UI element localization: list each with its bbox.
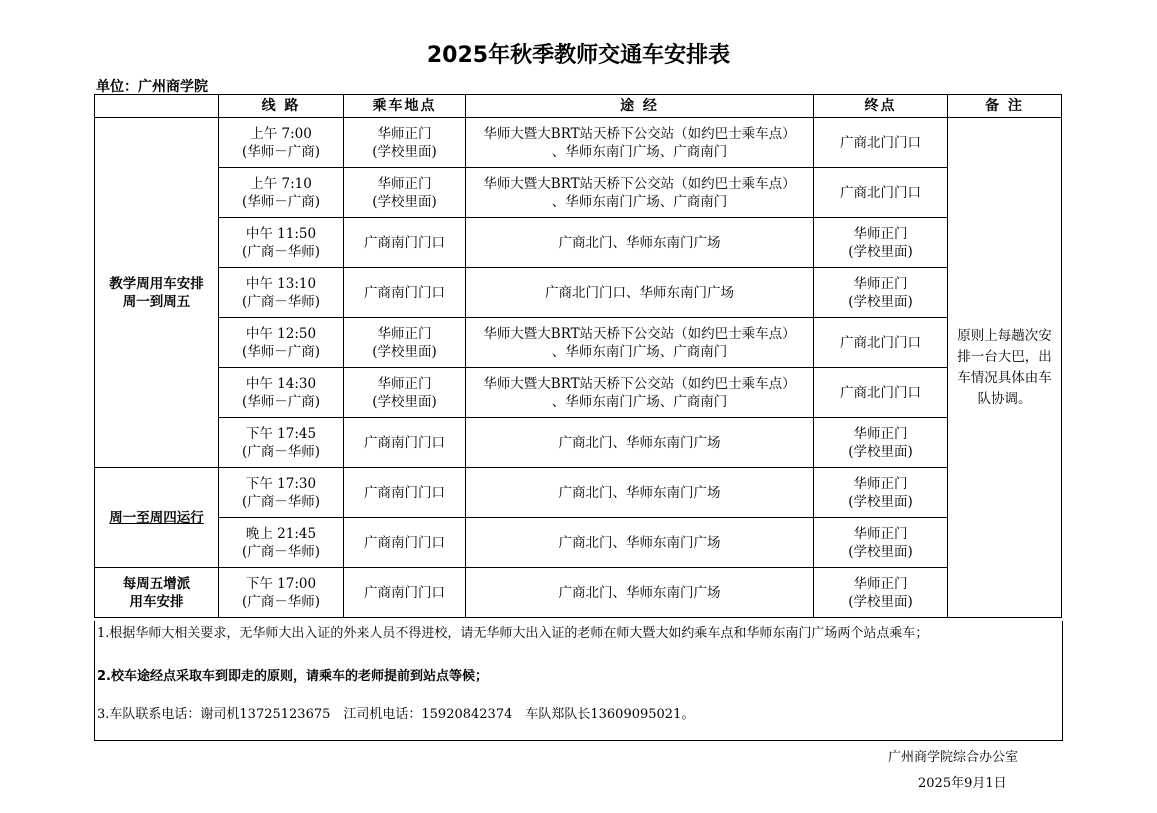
route-cell xyxy=(219,268,344,318)
route-direction: (华师－广商) xyxy=(241,343,321,360)
via-text: 、华师东南门广场、广商南门 xyxy=(551,343,728,360)
route-time: 中午 11:50 xyxy=(245,225,317,242)
via-text: 广商北门、华师东南门广场 xyxy=(558,534,721,551)
notes-box xyxy=(94,621,1063,741)
category-label: 周一到周五 xyxy=(122,293,191,310)
pickup-text: 广商南门门口 xyxy=(364,434,445,451)
via-cell xyxy=(466,518,814,568)
pickup-cell xyxy=(344,568,466,618)
end-text: 华师正门 xyxy=(853,475,908,492)
via-cell xyxy=(466,418,814,468)
route-time: 中午 12:50 xyxy=(245,325,317,342)
table-row xyxy=(95,468,1062,518)
header-route: 线 路 xyxy=(219,95,344,118)
end-text: 广商北门门口 xyxy=(840,134,921,151)
route-time: 上午 7:10 xyxy=(250,175,312,192)
route-time: 中午 14:30 xyxy=(245,375,317,392)
table-row xyxy=(95,318,1062,368)
pickup-cell xyxy=(344,118,466,168)
table-row xyxy=(95,368,1062,418)
end-cell xyxy=(814,418,948,468)
via-text: 华师大暨大BRT站天桥下公交站（如约巴士乘车点） xyxy=(483,325,796,342)
route-cell xyxy=(219,468,344,518)
pickup-cell xyxy=(344,518,466,568)
pickup-text: 广商南门门口 xyxy=(364,534,445,551)
header-remark: 备 注 xyxy=(948,95,1062,118)
end-text: (学校里面) xyxy=(848,443,913,460)
route-cell xyxy=(219,218,344,268)
pickup-cell xyxy=(344,168,466,218)
end-cell xyxy=(814,468,948,518)
route-cell xyxy=(219,568,344,618)
pickup-text: (学校里面) xyxy=(372,143,437,160)
via-text: 广商北门、华师东南门广场 xyxy=(558,484,721,501)
pickup-text: 广商南门门口 xyxy=(364,284,445,301)
end-text: (学校里面) xyxy=(848,293,913,310)
end-text: 华师正门 xyxy=(853,575,908,592)
category-friday xyxy=(95,568,219,618)
end-text: 广商北门门口 xyxy=(840,384,921,401)
route-cell xyxy=(219,318,344,368)
header-pickup: 乘车地点 xyxy=(344,95,466,118)
table-row xyxy=(95,168,1062,218)
pickup-text: 广商南门门口 xyxy=(364,584,445,601)
end-text: 华师正门 xyxy=(853,425,908,442)
route-direction: (广商－华师) xyxy=(241,593,321,610)
end-text: 华师正门 xyxy=(853,275,908,292)
route-cell xyxy=(219,518,344,568)
pickup-text: 广商南门门口 xyxy=(364,234,445,251)
route-cell xyxy=(219,118,344,168)
route-direction: (广商－华师) xyxy=(241,543,321,560)
end-cell xyxy=(814,518,948,568)
route-cell xyxy=(219,368,344,418)
via-cell xyxy=(466,218,814,268)
route-time: 晚上 21:45 xyxy=(245,525,317,542)
category-label: 每周五增派 xyxy=(122,575,191,592)
table-row xyxy=(95,518,1062,568)
route-direction: (广商－华师) xyxy=(241,443,321,460)
route-direction: (广商－华师) xyxy=(241,493,321,510)
end-text: (学校里面) xyxy=(848,543,913,560)
table-row xyxy=(95,568,1062,618)
route-direction: (华师－广商) xyxy=(241,393,321,410)
end-cell xyxy=(814,568,948,618)
note-entry-access: 1.根据华师大相关要求，无华师大出入证的外来人员不得进校，请无华师大出入证的老师在师大暨大如约乘车点和华师东南门广场两个站点乘车； xyxy=(97,626,929,641)
via-cell xyxy=(466,118,814,168)
pickup-cell xyxy=(344,318,466,368)
route-time: 下午 17:00 xyxy=(245,575,317,592)
pickup-cell xyxy=(344,468,466,518)
route-cell xyxy=(219,418,344,468)
remark-cell: 原则上每趟次安排一台大巴，出车情况具体由车队协调。 xyxy=(948,118,1062,618)
table-row xyxy=(95,118,1062,168)
via-text: 华师大暨大BRT站天桥下公交站（如约巴士乘车点） xyxy=(483,375,796,392)
table-header-row xyxy=(95,95,1062,118)
via-cell xyxy=(466,268,814,318)
schedule-table xyxy=(94,94,1062,618)
pickup-text: 华师正门 xyxy=(377,325,432,342)
via-cell xyxy=(466,318,814,368)
pickup-text: (学校里面) xyxy=(372,193,437,210)
via-text: 、华师东南门广场、广商南门 xyxy=(551,193,728,210)
page-title: 2025年秋季教师交通车安排表 xyxy=(426,43,731,68)
route-direction: (广商－华师) xyxy=(241,243,321,260)
category-label: 周一至周四运行 xyxy=(109,509,204,526)
pickup-text: (学校里面) xyxy=(372,393,437,410)
route-time: 上午 7:00 xyxy=(250,125,312,142)
pickup-text: (学校里面) xyxy=(372,343,437,360)
pickup-cell xyxy=(344,268,466,318)
category-weekday xyxy=(95,118,219,468)
end-cell xyxy=(814,218,948,268)
route-direction: (华师－广商) xyxy=(241,193,321,210)
end-text: 广商北门门口 xyxy=(840,334,921,351)
end-cell xyxy=(814,318,948,368)
via-text: 华师大暨大BRT站天桥下公交站（如约巴士乘车点） xyxy=(483,125,796,142)
end-cell xyxy=(814,118,948,168)
route-time: 中午 13:10 xyxy=(245,275,317,292)
header-via: 途 经 xyxy=(466,95,814,118)
pickup-text: 华师正门 xyxy=(377,175,432,192)
via-text: 华师大暨大BRT站天桥下公交站（如约巴士乘车点） xyxy=(483,175,796,192)
category-label: 教学周用车安排 xyxy=(109,275,204,292)
via-text: 广商北门门口、华师东南门广场 xyxy=(545,284,734,301)
category-mon-thu xyxy=(95,468,219,568)
route-direction: (华师－广商) xyxy=(241,143,321,160)
end-text: (学校里面) xyxy=(848,493,913,510)
via-text: 广商北门、华师东南门广场 xyxy=(558,584,721,601)
end-cell xyxy=(814,368,948,418)
pickup-text: 广商南门门口 xyxy=(364,484,445,501)
via-cell xyxy=(466,468,814,518)
note-entry-boarding: 2.校车途经点采取车到即走的原则，请乘车的老师提前到站点等候； xyxy=(97,669,488,684)
via-text: 、华师东南门广场、广商南门 xyxy=(551,393,728,410)
end-cell xyxy=(814,168,948,218)
issuer-office: 广州商学院综合办公室 xyxy=(888,750,1019,765)
pickup-text: 华师正门 xyxy=(377,375,432,392)
via-cell xyxy=(466,568,814,618)
via-cell xyxy=(466,368,814,418)
end-text: 广商北门门口 xyxy=(840,184,921,201)
end-text: (学校里面) xyxy=(848,593,913,610)
table-row xyxy=(95,418,1062,468)
route-cell xyxy=(219,168,344,218)
pickup-cell xyxy=(344,418,466,468)
note-entry-contacts: 3.车队联系电话：谢司机13725123675 江司机电话：15920842374 车队郑队长13609095021。 xyxy=(97,707,695,722)
category-label: 用车安排 xyxy=(129,593,184,610)
end-cell xyxy=(814,268,948,318)
route-time: 下午 17:30 xyxy=(245,475,317,492)
route-time: 下午 17:45 xyxy=(245,425,317,442)
table-row xyxy=(95,218,1062,268)
via-text: 广商北门、华师东南门广场 xyxy=(558,434,721,451)
end-text: (学校里面) xyxy=(848,243,913,260)
via-cell xyxy=(466,168,814,218)
end-text: 华师正门 xyxy=(853,525,908,542)
pickup-cell xyxy=(344,368,466,418)
table-row xyxy=(95,268,1062,318)
route-direction: (广商－华师) xyxy=(241,293,321,310)
issue-date: 2025年9月1日 xyxy=(918,776,1007,791)
pickup-cell xyxy=(344,218,466,268)
header-end: 终点 xyxy=(814,95,948,118)
header-blank-cell xyxy=(95,95,219,118)
unit-label: 单位：广州商学院 xyxy=(96,79,208,95)
end-text: 华师正门 xyxy=(853,225,908,242)
pickup-text: 华师正门 xyxy=(377,125,432,142)
via-text: 广商北门、华师东南门广场 xyxy=(558,234,721,251)
via-text: 、华师东南门广场、广商南门 xyxy=(551,143,728,160)
